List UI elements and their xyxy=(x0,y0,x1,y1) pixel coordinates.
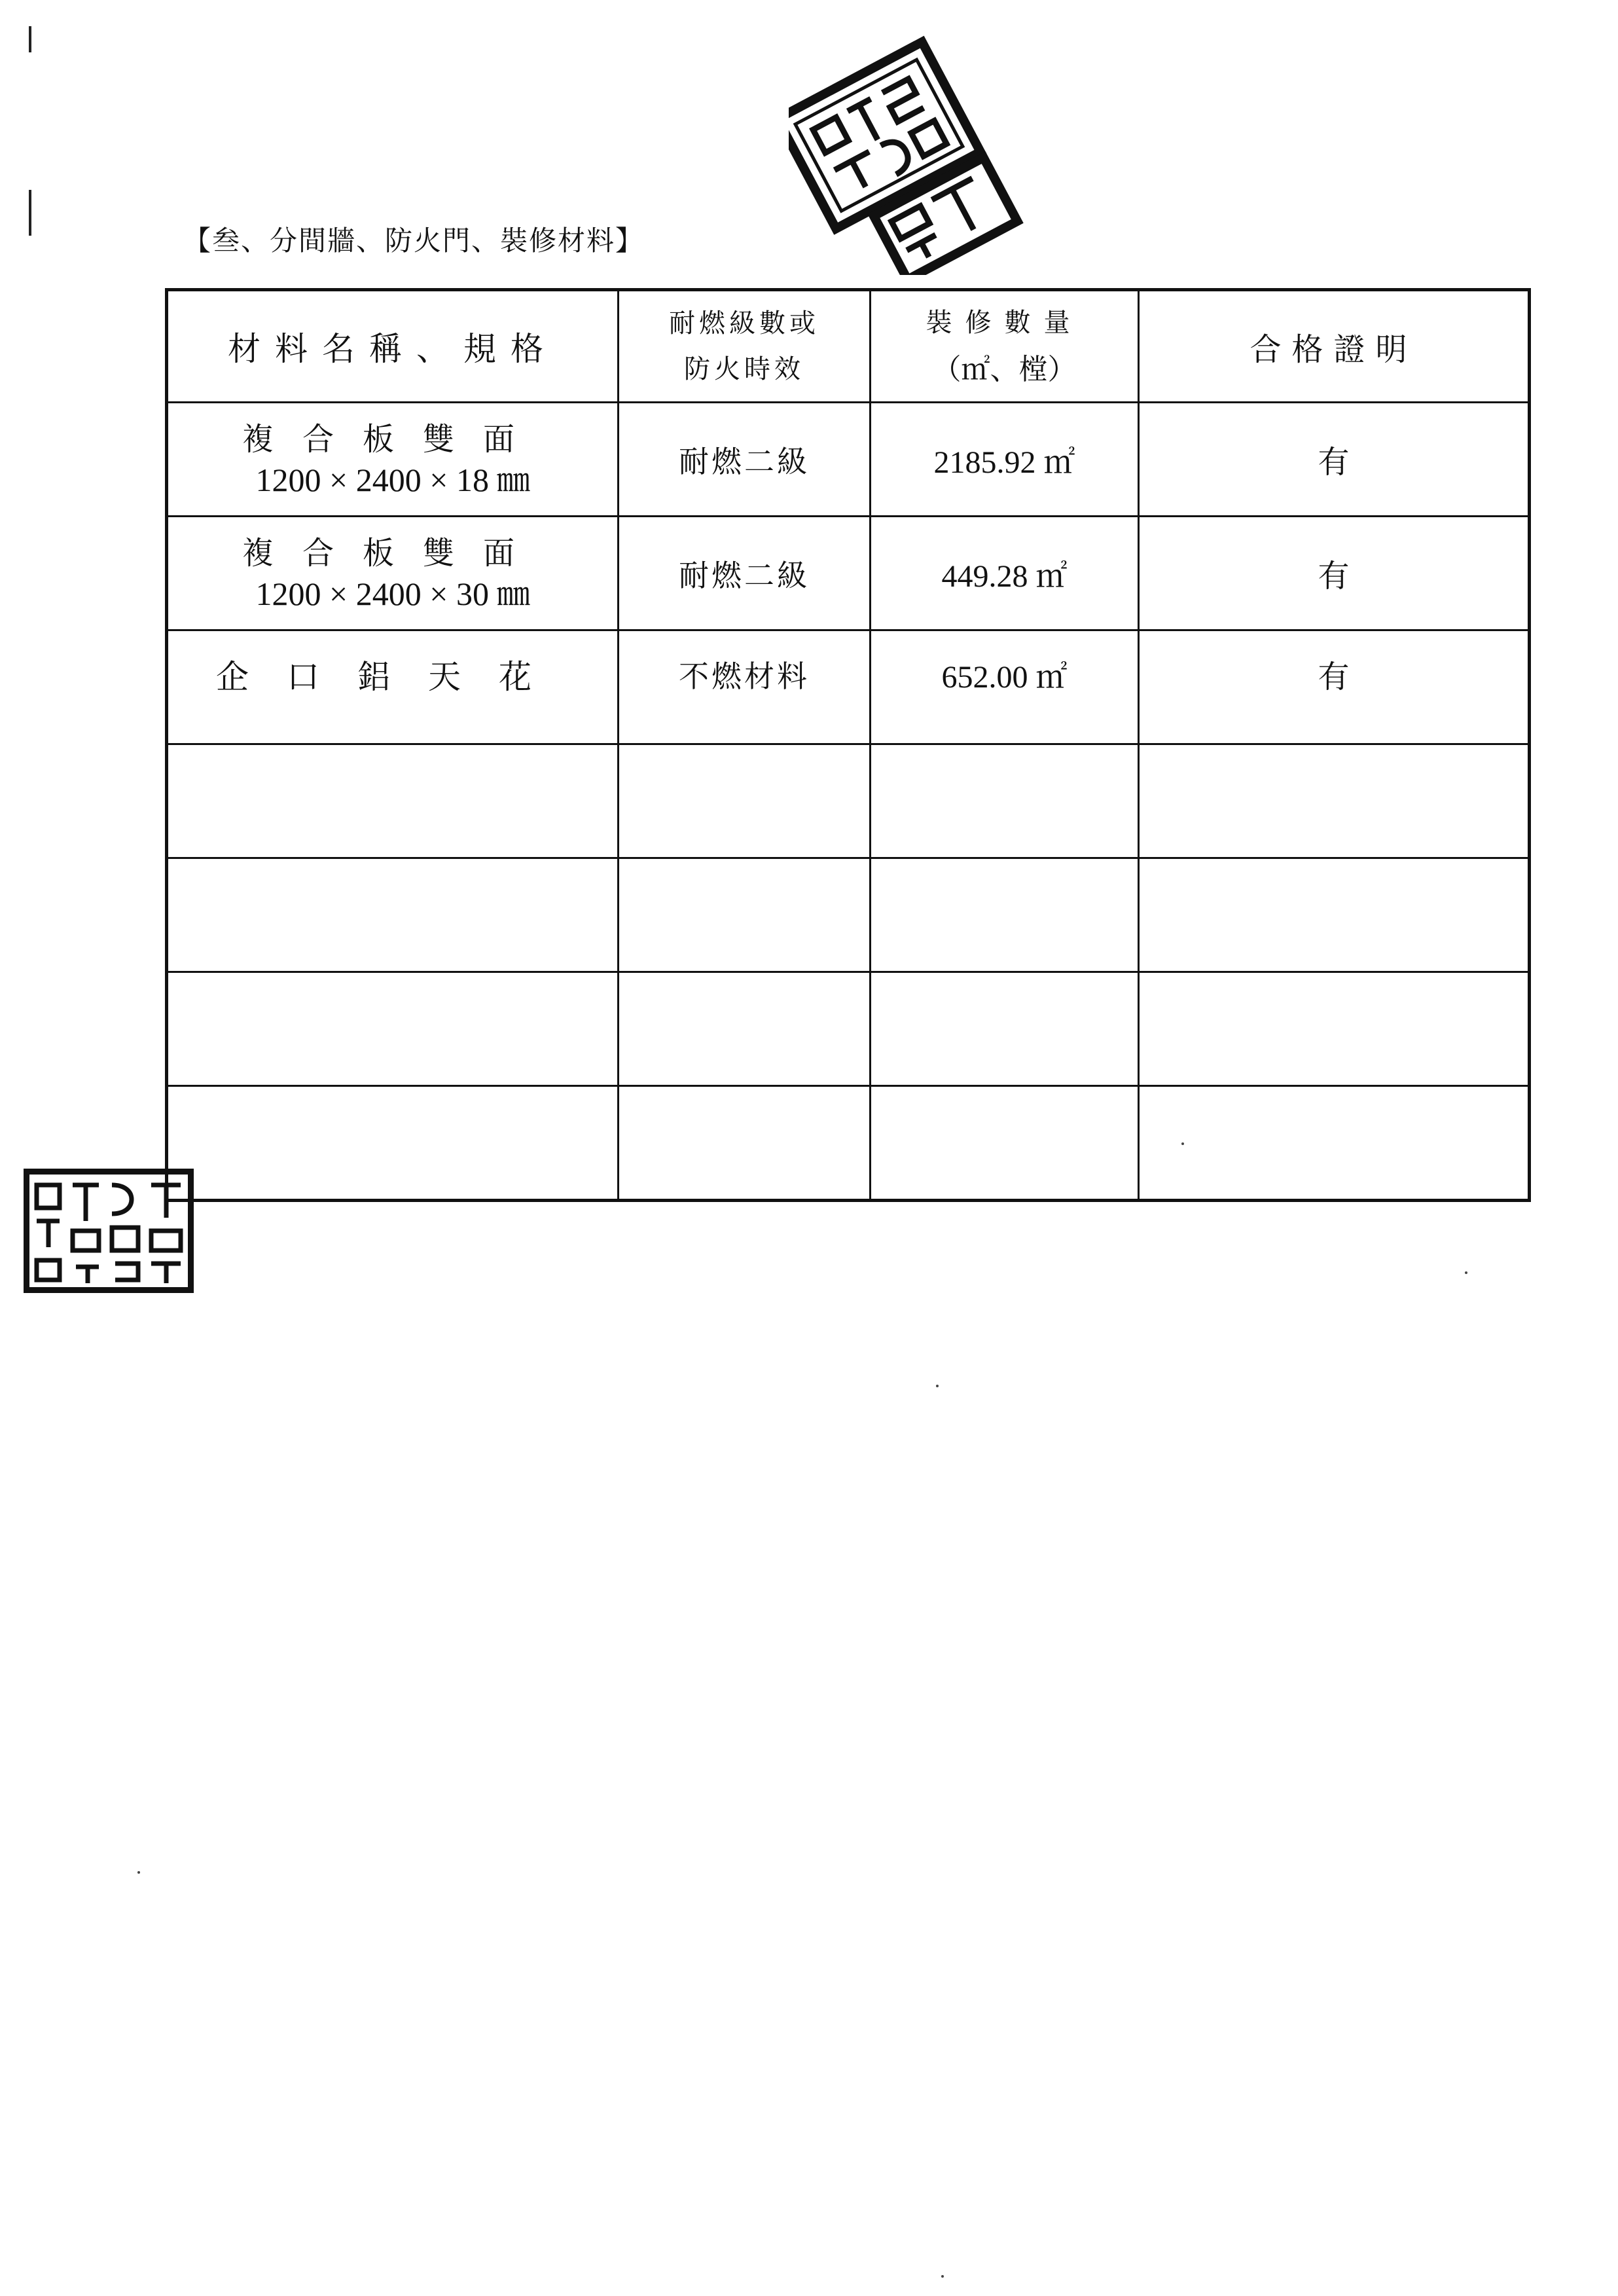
official-seal-top-icon xyxy=(789,26,1037,275)
table-row-empty xyxy=(167,972,1530,1086)
table-row-empty xyxy=(167,744,1530,858)
empty-cell xyxy=(871,972,1139,1086)
rating-cell xyxy=(619,403,871,517)
empty-cell xyxy=(1139,1086,1530,1201)
header-quantity-line1: 裝修數量 xyxy=(926,308,1083,338)
header-rating-line2: 防火時效 xyxy=(684,354,804,384)
material-cell xyxy=(167,403,619,517)
scan-speck xyxy=(936,1385,939,1387)
material-spec: 1200 × 2400 × 18 ㎜ xyxy=(255,461,530,498)
certificate-value: 有 xyxy=(1318,444,1350,481)
scan-speck xyxy=(137,1871,140,1874)
empty-cell xyxy=(619,972,871,1086)
material-cell xyxy=(167,630,619,744)
quantity-value: 449.28 ㎡ xyxy=(941,559,1068,594)
empty-cell xyxy=(167,858,619,972)
certificate-value: 有 xyxy=(1318,558,1350,594)
empty-cell xyxy=(167,1086,619,1201)
margin-mark xyxy=(29,190,31,236)
section-title: 【叁、分間牆、防火門、裝修材料】 xyxy=(183,225,645,257)
quantity-value: 652.00 ㎡ xyxy=(941,660,1068,695)
header-quantity-line2: （㎡、樘） xyxy=(932,353,1077,386)
quantity-value: 2185.92 ㎡ xyxy=(933,445,1075,480)
materials-table xyxy=(165,288,1531,1202)
scan-speck xyxy=(1181,1142,1184,1145)
header-certificate-label: 合格證明 xyxy=(1249,331,1418,368)
material-cell xyxy=(167,517,619,630)
empty-cell xyxy=(1139,744,1530,858)
table-row xyxy=(167,517,1530,630)
rating-cell xyxy=(619,517,871,630)
empty-cell xyxy=(619,744,871,858)
empty-cell xyxy=(619,858,871,972)
certificate-cell xyxy=(1139,403,1530,517)
material-name: 複合板雙面 xyxy=(242,420,543,458)
material-name: 企口鋁天花 xyxy=(216,657,569,696)
official-seal-left-icon xyxy=(24,1169,194,1293)
empty-cell xyxy=(871,744,1139,858)
header-quantity xyxy=(871,290,1139,403)
header-rating xyxy=(619,290,871,403)
header-rating-line1: 耐燃級數或 xyxy=(669,308,819,338)
header-material-label: 材料名稱、規格 xyxy=(228,330,558,368)
rating-value: 耐燃二級 xyxy=(679,443,810,479)
certificate-cell xyxy=(1139,517,1530,630)
quantity-cell xyxy=(871,517,1139,630)
certificate-cell xyxy=(1139,630,1530,744)
material-spec: 1200 × 2400 × 30 ㎜ xyxy=(255,575,530,612)
rating-cell xyxy=(619,630,871,744)
scan-speck xyxy=(941,2275,944,2278)
table-row-empty xyxy=(167,1086,1530,1201)
rating-value: 不燃材料 xyxy=(679,658,810,694)
quantity-cell xyxy=(871,630,1139,744)
material-name: 複合板雙面 xyxy=(242,534,543,572)
header-material xyxy=(167,290,619,403)
table-header-row xyxy=(167,290,1530,403)
empty-cell xyxy=(167,972,619,1086)
table-row xyxy=(167,403,1530,517)
empty-cell xyxy=(871,858,1139,972)
table-row xyxy=(167,630,1530,744)
quantity-cell xyxy=(871,403,1139,517)
empty-cell xyxy=(1139,858,1530,972)
table-row-empty xyxy=(167,858,1530,972)
scan-speck xyxy=(1465,1271,1467,1274)
empty-cell xyxy=(167,744,619,858)
header-certificate xyxy=(1139,290,1530,403)
rating-value: 耐燃二級 xyxy=(679,557,810,593)
empty-cell xyxy=(871,1086,1139,1201)
margin-mark xyxy=(29,26,31,52)
certificate-value: 有 xyxy=(1318,659,1350,695)
empty-cell xyxy=(1139,972,1530,1086)
empty-cell xyxy=(619,1086,871,1201)
